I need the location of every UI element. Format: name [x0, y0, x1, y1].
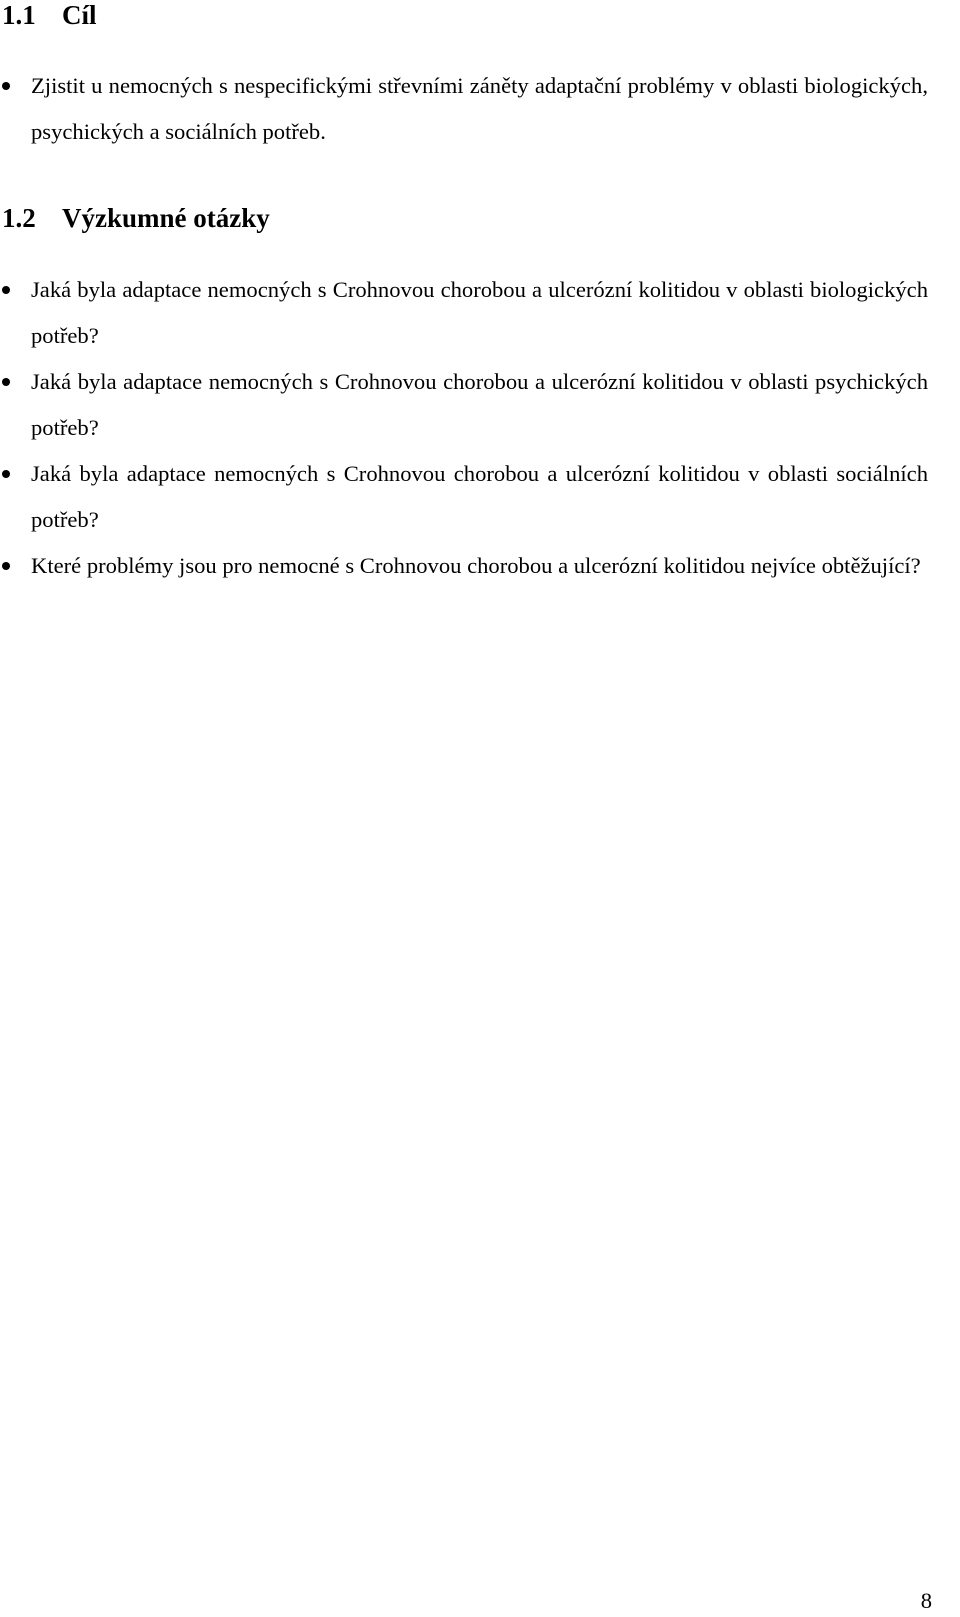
- question-item-text: Které problémy jsou pro nemocné s Crohnovou chorobou a ulcerózní kolitidou nejvíce obtěžující?: [31, 553, 921, 578]
- goal-item-text: Zjistit u nemocných s nespecifickými střevními záněty adaptační problémy v oblasti biologických, psychických a sociálních potřeb.: [31, 73, 928, 144]
- question-item: [0, 451, 928, 543]
- goal-item: [0, 63, 928, 155]
- question-item-text: Jaká byla adaptace nemocných s Crohnovou chorobou a ulcerózní kolitidou v oblasti sociálních potřeb?: [31, 461, 928, 532]
- question-item: [0, 543, 928, 589]
- heading-goal-number: 1.1: [2, 0, 36, 30]
- heading-research-questions: [2, 202, 270, 234]
- question-item: [0, 359, 928, 451]
- heading-goal-title: Cíl: [62, 0, 97, 30]
- goal-list: [0, 63, 960, 155]
- heading-research-questions-title: Výzkumné otázky: [62, 203, 270, 233]
- page-number: 8: [920, 1588, 932, 1613]
- bullet-icon: [2, 470, 10, 478]
- question-item-text: Jaká byla adaptace nemocných s Crohnovou chorobou a ulcerózní kolitidou v oblasti biologických potřeb?: [31, 277, 928, 348]
- heading-research-questions-number: 1.2: [2, 203, 36, 233]
- bullet-icon: [2, 562, 10, 570]
- question-item-text: Jaká byla adaptace nemocných s Crohnovou chorobou a ulcerózní kolitidou v oblasti psychických potřeb?: [31, 369, 928, 440]
- heading-goal: [2, 0, 97, 31]
- bullet-icon: [2, 286, 10, 294]
- bullet-icon: [2, 378, 10, 386]
- question-item: [0, 267, 928, 359]
- bullet-icon: [2, 82, 10, 90]
- research-questions-list: [0, 267, 960, 589]
